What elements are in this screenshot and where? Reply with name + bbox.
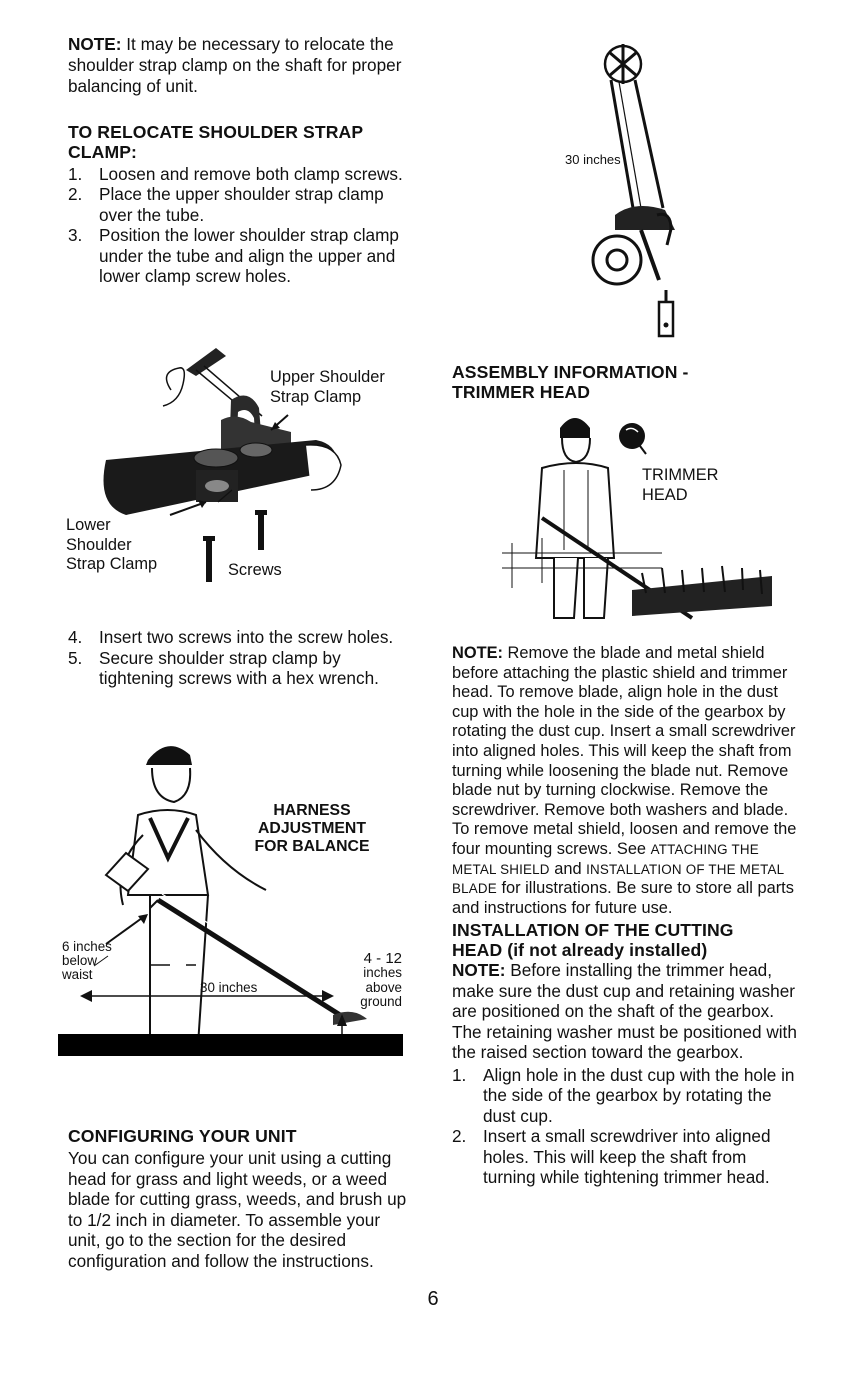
note-reference-1: ATTACHING THE METAL SHIELD bbox=[452, 841, 759, 877]
note-reference-2: INSTALLATION OF THE METAL BLADE bbox=[452, 861, 784, 897]
note-label: NOTE: bbox=[452, 644, 503, 662]
relocate-steps bbox=[68, 164, 413, 287]
step-text: Secure shoulder strap clamp by tightening screws with a hex wrench. bbox=[99, 647, 379, 688]
relocate-note bbox=[68, 34, 408, 98]
step-number: 1. bbox=[68, 163, 83, 184]
harness-title bbox=[242, 802, 382, 856]
step-item bbox=[68, 225, 413, 287]
ground-label-line-1: 4 - 12 bbox=[363, 950, 402, 967]
step-number: 1. bbox=[452, 1064, 467, 1085]
assembly-heading-line-2: TRIMMER HEAD bbox=[452, 382, 591, 402]
assembly-heading-line-1: ASSEMBLY INFORMATION - bbox=[452, 362, 689, 382]
relocate-heading: TO RELOCATE SHOULDER STRAP CLAMP: bbox=[68, 121, 363, 162]
step-text: Insert two screws into the screw holes. bbox=[99, 627, 394, 647]
harness-figure bbox=[58, 730, 408, 1060]
balance-illustration bbox=[545, 40, 705, 345]
note-text-2: for illustrations. Be sure to store all parts and instructions for future use. bbox=[452, 879, 794, 917]
harness-length-text: 30 inches bbox=[200, 980, 258, 995]
step-item bbox=[452, 1065, 803, 1127]
harness-title-line-1: HARNESS bbox=[273, 802, 351, 819]
step-number: 4. bbox=[68, 627, 83, 647]
right-text bbox=[452, 644, 802, 1188]
note-text: It may be necessary to relocate the shoulder strap clamp on the shaft for proper balancing of unit. bbox=[68, 34, 402, 97]
config-text: You can configure your unit using a cutting head for grass and light weeds, or a weed blade for cutting grass, weeds, and brush up to 1/2 inch in diameter. To assemble your unit, go to the section for the desired configuration and follow the instructions. bbox=[68, 1148, 407, 1271]
ground-label-line-3: above bbox=[365, 979, 402, 995]
note-text-1: Remove the blade and metal shield before attaching the plastic shield and trimmer head. To remove blade, align hole in the dust cup with the hole in the side of the gearbox by rotating the dust cup. Insert a small screwdriver into aligned holes. This will keep the shaft from turning while loosening the blade nut. Remove blade nut by turning clockwise. Remove the screwdriver. Remove both washers and blade. To remove metal shield, loosen and remove the four mounting screws. See bbox=[452, 644, 797, 858]
washer-note bbox=[452, 960, 802, 1063]
install-steps bbox=[452, 1065, 802, 1188]
harness-length-label bbox=[200, 980, 257, 995]
step-text: Align hole in the dust cup with the hole in the side of the gearbox by rotating the dust cup. bbox=[483, 1064, 795, 1126]
waist-label bbox=[62, 940, 112, 982]
step-text: Place the upper shoulder strap clamp over the tube. bbox=[99, 184, 384, 225]
install-heading-line-2: HEAD (if not already installed) bbox=[452, 940, 708, 961]
note-label: NOTE: bbox=[68, 34, 122, 54]
ground-label-line-4: ground bbox=[360, 994, 402, 1010]
page-number: 6 bbox=[427, 1288, 439, 1310]
step-number: 3. bbox=[68, 225, 83, 246]
step-number: 5. bbox=[68, 647, 83, 668]
config-heading: CONFIGURING YOUR UNIT bbox=[68, 1126, 297, 1146]
left-steps-b bbox=[68, 627, 413, 689]
step-item bbox=[68, 184, 399, 225]
assembly-heading bbox=[452, 362, 802, 402]
step-number: 2. bbox=[68, 184, 83, 205]
trimmer-illustration bbox=[502, 408, 772, 628]
note-and: and bbox=[549, 859, 587, 878]
trimmer-head-label-line-1: TRIMMER bbox=[642, 466, 719, 484]
config-section bbox=[68, 1126, 413, 1272]
trimmer-figure bbox=[502, 408, 772, 628]
balance-length-text: 30 inches bbox=[565, 152, 621, 167]
upper-clamp-label-text: Upper Shoulder Strap Clamp bbox=[270, 368, 385, 406]
note-label: NOTE: bbox=[452, 960, 506, 981]
upper-clamp-label bbox=[270, 368, 400, 407]
lower-clamp-label-text: Lower Shoulder Strap Clamp bbox=[66, 516, 158, 574]
blade-removal-note bbox=[452, 644, 802, 918]
balance-figure bbox=[545, 40, 705, 345]
clamp-figure bbox=[66, 340, 426, 590]
secure-steps bbox=[68, 627, 413, 689]
screws-label bbox=[228, 561, 282, 580]
washer-note-text: Before installing the trimmer head, make sure the dust cup and retaining washer are positioned on the shaft of the gearbox. The retaining washer must be positioned with the raised section toward the gearbox. bbox=[452, 960, 797, 1063]
waist-label-line-3: waist bbox=[62, 967, 93, 982]
balance-length-label bbox=[565, 152, 621, 167]
trimmer-head-label-line-2: HEAD bbox=[642, 485, 688, 504]
step-item bbox=[452, 1126, 803, 1188]
harness-title-line-2: ADJUSTMENT bbox=[258, 820, 366, 837]
trimmer-head-label bbox=[642, 466, 718, 505]
install-heading-line-1: INSTALLATION OF THE CUTTING bbox=[452, 920, 734, 941]
left-column bbox=[68, 34, 413, 287]
step-number: 2. bbox=[452, 1126, 467, 1147]
lower-clamp-label bbox=[66, 516, 174, 575]
step-text: Loosen and remove both clamp screws. bbox=[99, 163, 403, 184]
step-item bbox=[68, 648, 399, 689]
harness-title-line-3: FOR BALANCE bbox=[254, 838, 370, 855]
step-item bbox=[68, 164, 413, 185]
waist-label-line-1: 6 inches bbox=[62, 939, 112, 954]
step-item bbox=[68, 627, 413, 648]
ground-label-line-2: inches bbox=[363, 965, 402, 981]
waist-label-line-2: below bbox=[62, 953, 97, 968]
harness-illustration bbox=[58, 730, 408, 1060]
step-text: Position the lower shoulder strap clamp under the tube and align the upper and lower clamp screw holes. bbox=[99, 225, 399, 287]
screws-label-text: Screws bbox=[228, 561, 282, 579]
step-text: Insert a small screwdriver into aligned holes. This will keep the shaft from turning while tightening trimmer head. bbox=[483, 1126, 771, 1188]
ground-label bbox=[352, 952, 402, 1010]
